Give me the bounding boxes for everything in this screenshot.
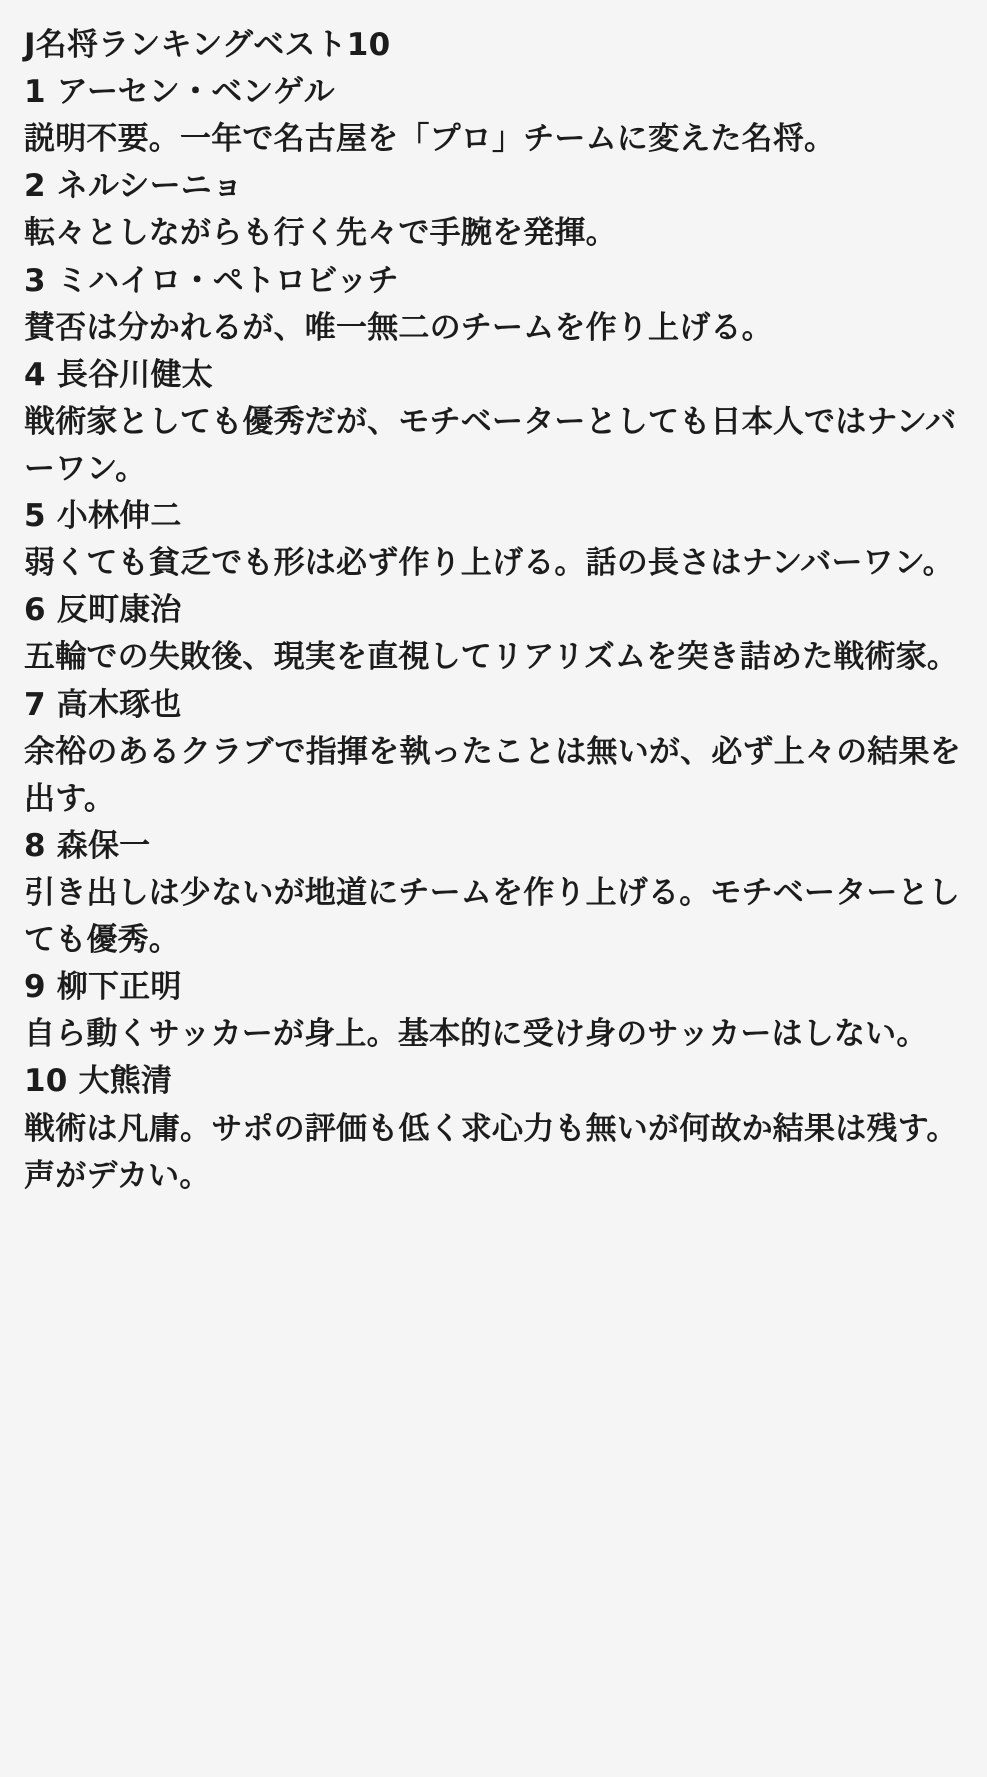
entry-rank: 2 [24, 168, 46, 205]
list-item [24, 352, 963, 399]
entry-rank: 4 [24, 356, 46, 393]
list-item [24, 682, 963, 729]
entry-description: 転々としながらも行く先々で手腕を発揮。 [24, 215, 617, 252]
entry-name: 長谷川健太 [56, 356, 213, 393]
entry-rank: 7 [24, 686, 46, 723]
entry-rank: 5 [24, 498, 46, 535]
entry-name: 森保一 [56, 827, 151, 864]
entry-rank: 1 [24, 74, 46, 111]
entry-description: 五輪での失敗後、現実を直視してリアリズムを突き詰めた戦術家。 [24, 639, 959, 676]
list-item [24, 493, 963, 540]
list-item [24, 823, 963, 870]
entry-description: 引き出しは少ないが地道にチームを作り上げる。モチベーターとしても優秀。 [24, 874, 960, 959]
entry-description: 賛否は分かれるが、唯一無二のチームを作り上げる。 [24, 309, 773, 346]
list-item [24, 69, 963, 116]
entry-rank: 3 [24, 262, 46, 299]
entry-name: 大熊清 [78, 1063, 173, 1100]
entry-rank: 8 [24, 827, 46, 864]
entry-description: 余裕のあるクラブで指揮を執ったことは無いが、必ず上々の結果を出す。 [24, 733, 961, 817]
entry-description: 弱くても貧乏でも形は必ず作り上げる。話の長さはナンバーワン。 [24, 545, 954, 582]
entry-rank: 9 [24, 969, 46, 1006]
entry-name: 反町康治 [56, 592, 182, 629]
entry-name: ネルシーニョ [56, 168, 244, 205]
list-item [24, 964, 963, 1011]
entry-name: 高木琢也 [56, 686, 182, 723]
list-item [24, 258, 963, 305]
entry-name: アーセン・ベンゲル [56, 74, 335, 111]
list-item [24, 1058, 963, 1105]
entry-name: 小林伸二 [56, 498, 182, 535]
entry-name: 柳下正明 [56, 969, 182, 1006]
page-title: J名将ランキングベスト10 [24, 27, 391, 63]
entry-description: 戦術は凡庸。サポの評価も低く求心力も無いが何故か結果は残す。声がデカい。 [24, 1110, 958, 1194]
entry-description: 戦術家としても優秀だが、モチベーターとしても日本人ではナンバーワン。 [24, 403, 957, 487]
entry-description: 説明不要。一年で名古屋を「プロ」チームに変えた名将。 [24, 121, 836, 158]
list-item [24, 587, 963, 634]
list-item [24, 163, 963, 210]
entry-rank: 10 [24, 1063, 68, 1100]
entry-description: 自ら動くサッカーが身上。基本的に受け身のサッカーはしない。 [24, 1016, 928, 1053]
entry-name: ミハイロ・ペトロビッチ [56, 262, 399, 299]
entry-rank: 6 [24, 592, 46, 629]
